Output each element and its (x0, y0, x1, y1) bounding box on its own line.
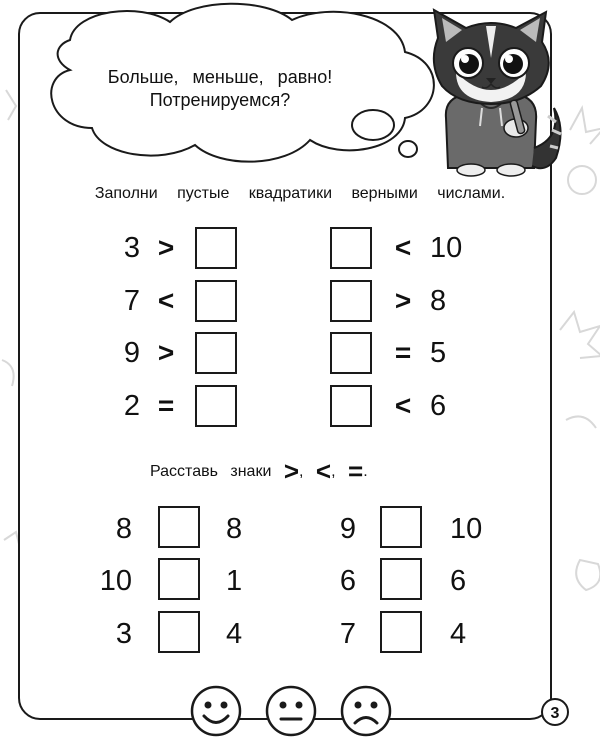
task1-left-sign-2: < (157, 285, 175, 316)
task1-left-number-4: 2 (123, 390, 140, 422)
task2-right-a-3: 7 (339, 618, 356, 650)
task2-end-period: . (363, 463, 368, 480)
sad-face-icon[interactable] (340, 685, 392, 737)
task2-instruction-text: Расставь знаки (150, 463, 272, 480)
task1-right-answer-box-2[interactable] (330, 280, 372, 322)
task2-separator-2: , (331, 463, 336, 480)
task1-left-number-1: 3 (123, 232, 140, 264)
task2-separator-1: , (299, 463, 304, 480)
task2-left-sign-box-1[interactable] (158, 506, 200, 548)
task2-instruction (150, 456, 368, 487)
task1-instruction: Заполни пустые квадратики верными числами. (94, 185, 506, 202)
task1-right-sign-4: < (394, 390, 412, 421)
cat-mascot-illustration (416, 8, 566, 178)
task1-left-sign-1: > (157, 232, 175, 263)
task2-right-a-2: 6 (339, 565, 356, 597)
task1-left-answer-box-2[interactable] (195, 280, 237, 322)
task1-right-sign-3: = (394, 337, 412, 368)
task1-right-answer-box-4[interactable] (330, 385, 372, 427)
task2-left-b-2: 1 (226, 565, 243, 597)
task2-left-a-3: 3 (115, 618, 132, 650)
task2-sign-equal: = (348, 456, 364, 486)
task1-right-sign-1: < (394, 232, 412, 263)
task2-right-b-2: 6 (450, 565, 467, 597)
task1-right-number-1: 10 (430, 232, 463, 264)
task1-left-sign-4: = (157, 390, 175, 421)
neutral-face-icon[interactable] (265, 685, 317, 737)
task2-left-a-1: 8 (115, 513, 132, 545)
task2-left-sign-box-2[interactable] (158, 558, 200, 600)
page-number: 3 (541, 698, 569, 726)
task1-left-number-3: 9 (123, 337, 140, 369)
task1-right-answer-box-3[interactable] (330, 332, 372, 374)
task1-left-answer-box-3[interactable] (195, 332, 237, 374)
task1-left-sign-3: > (157, 337, 175, 368)
task2-left-sign-box-3[interactable] (158, 611, 200, 653)
task2-right-sign-box-3[interactable] (380, 611, 422, 653)
bubble-line-2: Потренируемся? (149, 90, 291, 110)
bubble-line-1: Больше, меньше, равно! (107, 67, 333, 87)
task2-sign-less: < (315, 456, 332, 486)
task1-left-answer-box-4[interactable] (195, 385, 237, 427)
task1-left-answer-box-1[interactable] (195, 227, 237, 269)
task1-right-number-2: 8 (430, 285, 447, 317)
task2-right-a-1: 9 (339, 513, 356, 545)
task2-right-b-1: 10 (450, 513, 483, 545)
task2-right-sign-box-2[interactable] (380, 558, 422, 600)
task2-left-a-2: 10 (99, 565, 132, 597)
task2-left-b-3: 4 (226, 618, 243, 650)
task1-right-number-3: 5 (430, 337, 447, 369)
task1-right-sign-2: > (394, 285, 412, 316)
task1-right-number-4: 6 (430, 390, 447, 422)
task1-left-number-2: 7 (123, 285, 140, 317)
task2-left-b-1: 8 (226, 513, 243, 545)
task1-right-answer-box-1[interactable] (330, 227, 372, 269)
task2-right-sign-box-1[interactable] (380, 506, 422, 548)
happy-face-icon[interactable] (190, 685, 242, 737)
task2-right-b-3: 4 (450, 618, 467, 650)
task2-sign-greater: > (283, 456, 300, 486)
bubble-text (90, 66, 350, 112)
